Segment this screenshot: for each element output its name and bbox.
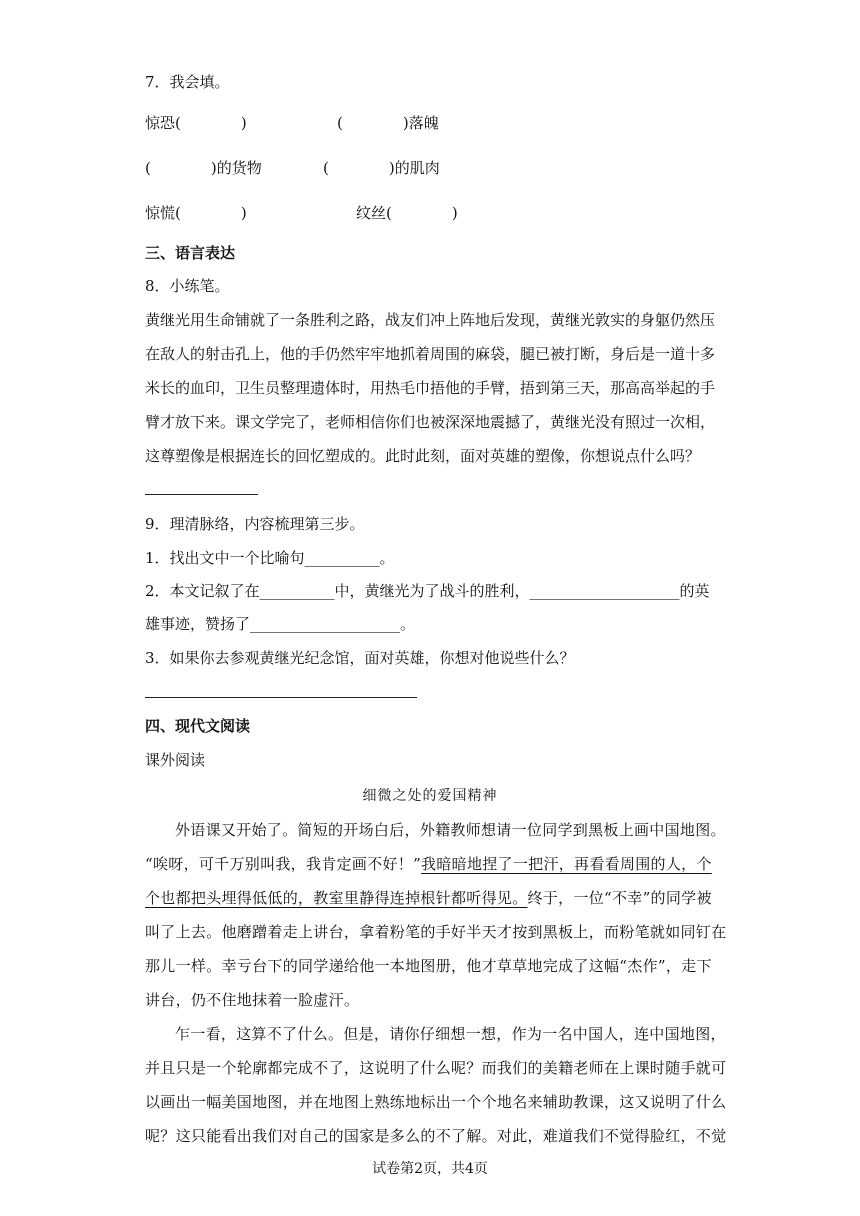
story-line: 并且只是一个轮廓都完成不了，这说明了什么呢？而我们的美籍老师在上课时随手就可	[145, 1059, 727, 1077]
story-line: 那儿一样。幸亏台下的同学递给他一本地图册，他才草草地完成了这幅“杰作”，走下	[145, 957, 712, 975]
q7-blank-4[interactable]: ( )的肌肉	[323, 159, 440, 177]
q8-paragraph-line: 米长的血印，卫生员整理遗体时，用热毛巾捂他的手臂，捂到第三天，那高高举起的手	[145, 379, 716, 397]
q8-paragraph-line: 在敌人的射击孔上，他的手仍然牢牢地抓着周围的麻袋，腿已被打断，身后是一道十多	[145, 345, 716, 363]
q9-item-2[interactable]: 2．本文记叙了在__________中，黄继光为了战斗的胜利，____________________的英	[145, 582, 710, 600]
story-line: 外语课又开始了。简短的开场白后，外籍教师想请一位同学到黑板上画中国地图。	[175, 821, 726, 839]
q8-answer-line[interactable]	[145, 494, 258, 495]
q7-blank-6[interactable]: 纹丝( )	[356, 204, 458, 222]
underlined-sentence: 我暗暗地捏了一把汗，再看看周围的人，个	[421, 855, 712, 873]
q7-blank-5[interactable]: 惊慌( )	[145, 204, 247, 222]
q7-blank-1[interactable]: 惊恐( )	[145, 114, 247, 132]
story-quote: “唉呀，可千万别叫我，我肯定画不好！”	[145, 855, 422, 873]
section-4-subheading: 课外阅读	[145, 751, 206, 769]
story-line: 呢？这只能看出我们对自己的国家是多么的不了解。对此，难道我们不觉得脸红，不觉	[145, 1127, 727, 1145]
story-line: 讲台，仍不住地抹着一脸虚汗。	[145, 991, 360, 1009]
story-line	[145, 854, 712, 874]
q8-title: 8．小练笔。	[145, 277, 230, 295]
story-line: 以画出一幅美国地图，并在地图上熟练地标出一个个地名来辅助教课，这又说明了什么	[145, 1093, 727, 1111]
q8-paragraph-line: 黄继光用生命铺就了一条胜利之路，战友们冲上阵地后发现，黄继光敦实的身躯仍然压	[145, 311, 716, 329]
page-footer: 试卷第2页，共4页	[372, 1161, 488, 1177]
underlined-sentence: 个也都把头埋得低低的，教室里静得连掉根针都听得见。	[145, 889, 528, 907]
q9-item-2-cont[interactable]: 雄事迹，赞扬了____________________。	[145, 615, 416, 633]
q9-item-3: 3．如果你去参观黄继光纪念馆，面对英雄，你想对他说些什么？	[145, 649, 575, 667]
q9-title: 9．理清脉络，内容梳理第三步。	[145, 515, 365, 533]
section-3-heading: 三、语言表达	[145, 244, 236, 262]
q7-title: 7．我会填。	[145, 73, 230, 91]
q8-paragraph-line: 臂才放下来。课文学完了，老师相信你们也被深深地震撼了，黄继光没有照过一次相，	[145, 413, 716, 431]
q7-blank-2[interactable]: ( )落魄	[337, 114, 439, 132]
story-line: 乍一看，这算不了什么。但是，请你仔细想一想，作为一名中国人，连中国地图，	[175, 1025, 726, 1043]
q7-blank-3[interactable]: ( )的货物	[145, 159, 262, 177]
q9-answer-line[interactable]	[145, 697, 417, 698]
q8-paragraph-line: 这尊塑像是根据连长的回忆塑成的。此时此刻，面对英雄的塑像，你想说点什么吗？	[145, 447, 701, 465]
story-line	[145, 888, 712, 908]
story-text: 终于，一位“不幸”的同学被	[527, 889, 712, 907]
section-4-heading: 四、现代文阅读	[145, 717, 251, 735]
story-line: 叫了上去。他磨蹭着走上讲台，拿着粉笔的手好半天才按到黑板上，而粉笔就如同钉在	[145, 923, 727, 941]
story-title: 细微之处的爱国精神	[362, 788, 498, 804]
q9-item-1[interactable]: 1．找出文中一个比喻句__________。	[145, 549, 395, 567]
